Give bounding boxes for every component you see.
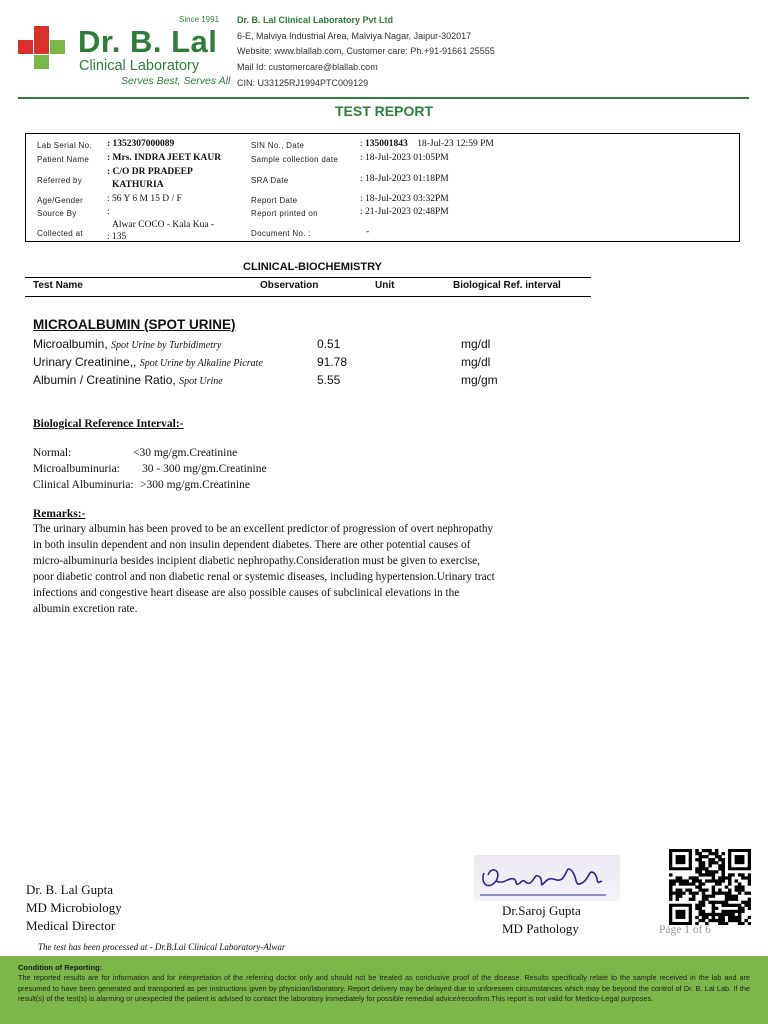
remarks-text [33, 521, 553, 617]
remarks-line: micro-albuminuria besides incipient diabetic nephropathy.Consideration must be given to exercise, [33, 555, 480, 567]
document-no-value: - [366, 227, 370, 237]
age-gender-label: Age/Gender [37, 196, 84, 205]
collected-at-value: Alwar COCO - Kala Kua - [112, 220, 215, 230]
column-test-name: Test Name [33, 280, 83, 291]
collected-at-value-line2: : 135 [107, 232, 127, 239]
table-header-bottom-rule [25, 296, 591, 297]
right-signatory-name: Dr.Saroj Gupta [502, 903, 581, 918]
sample-collection-label: Sample collection date [251, 155, 339, 164]
collected-at-label: Collected at [37, 229, 83, 238]
ref-normal-value: <30 mg/gm.Creatinine [133, 447, 238, 459]
company-cin: CIN: U33125RJ1994PTC009129 [237, 78, 369, 88]
patient-name-value: : Mrs. INDRA JEET KAUR [107, 153, 222, 163]
right-signatory-degree: MD Pathology [502, 921, 579, 936]
page-number: Page 1 of 6 [659, 924, 712, 936]
report-date-value: : 18-Jul-2023 03:32PM [360, 194, 449, 204]
brand-subtitle: Clinical Laboratory [79, 58, 200, 74]
company-name: Dr. B. Lal Clinical Laboratory Pvt Ltd [237, 15, 394, 25]
result-name-1: Microalbumin, Spot Urine by Turbidimetry [33, 337, 222, 351]
sra-date-label: SRA Date [251, 176, 289, 185]
lab-serial-value: : 1352307000089 [107, 139, 175, 149]
result-name-3: Albumin / Creatinine Ratio, Spot Urine [33, 373, 223, 387]
result-value-1: 0.51 [317, 337, 341, 351]
report-date-label: Report Date [251, 196, 298, 205]
report-printed-label: Report printed on [251, 209, 318, 218]
qr-code-icon[interactable] [669, 849, 751, 925]
lab-logo-icon [18, 26, 66, 70]
remarks-line: in both insulin dependent and non insulin dependent diabetes. There are other potential causes of [33, 539, 471, 551]
patient-name-label: Patient Name [37, 155, 90, 164]
sra-date-value: : 18-Jul-2023 01:18PM [360, 174, 449, 184]
source-by-label: Source By [37, 209, 77, 218]
report-printed-value: : 21-Jul-2023 02:48PM [360, 207, 449, 217]
document-no-label: Document No. : [251, 229, 311, 238]
company-address: 6-E, Malviya Industrial Area, Malviya Nagar, Jaipur-302017 [237, 31, 472, 41]
result-unit-1: mg/dl [461, 337, 491, 351]
sin-date-value: : 135001843 18-Jul-23 12:59 PM [360, 139, 494, 149]
company-mail[interactable]: Mail Id: customercare@blallab.com [237, 62, 378, 72]
ref-clinical-label: Clinical Albuminuria: [33, 479, 134, 491]
referred-by-value-line2: KATHURIA [112, 180, 164, 190]
test-group-title: MICROALBUMIN (SPOT URINE) [33, 317, 236, 332]
result-unit-3: mg/gm [461, 373, 498, 387]
remarks-line: infections and congestive heart disease are also possible causes of subclinical elevations in the [33, 587, 460, 599]
brand-tagline: Serves Best, Serves All [121, 75, 231, 87]
result-unit-2: mg/dl [461, 355, 491, 369]
footer-text: The reported results are for information and for interpretation of the referring doctor only and should not be treated as conclusive proof of the disease. Results specifically relate to the sample received in the lab and are presumed to have been generated and transported as per instructions given by physician/laboratory. Report delivery may be delayed due to unforeseen circumstances which may be beyond the control of Dr. B. Lal Lab. If the result(s) of the test(s) is alarming or unexpected the patient is advised to contact the laboratory immediately for possible remedial advice/reconfirm.This report is not valid for Medico-Legal purposes. [18, 973, 750, 1003]
left-signatory-name: Dr. B. Lal Gupta [26, 882, 114, 897]
remarks-title: Remarks:- [33, 508, 86, 520]
ref-micro-value: 30 - 300 mg/gm.Creatinine [142, 463, 267, 475]
remarks-line: poor diabetic control and non diabetic renal or systemic diseases, including hypertension.Urinary tract [33, 571, 495, 583]
lab-serial-label: Lab Serial No. [37, 141, 92, 150]
reference-interval-title: Biological Reference Interval:- [33, 418, 184, 430]
referred-by-value: : C/O DR PRADEEP [107, 167, 193, 177]
ref-normal-label: Normal: [33, 447, 72, 459]
column-observation: Observation [260, 280, 319, 291]
referred-by-label: Referred by [37, 176, 83, 185]
table-header-top-rule [25, 277, 591, 278]
signature-scribble-icon [474, 855, 620, 901]
result-name-2: Urinary Creatinine,, Spot Urine by Alkaline Picrate [33, 355, 263, 369]
left-signatory-degree: MD Microbiology [26, 900, 122, 915]
result-value-3: 5.55 [317, 373, 341, 387]
header-divider [18, 97, 749, 99]
processed-at-note: The test has been processed at - Dr.B.Lal Clinical Laboratory-Alwar [38, 942, 286, 952]
since-label: Since 1991 [179, 15, 220, 24]
sample-collection-value: : 18-Jul-2023 01:05PM [360, 153, 449, 163]
ref-micro-label: Microalbuminuria: [33, 463, 120, 475]
ref-clinical-value: >300 mg/gm.Creatinine [140, 479, 250, 491]
brand-name: Dr. B. Lal [78, 24, 218, 59]
signature-image [474, 855, 620, 901]
company-website[interactable]: Website: www.blallab.com, Customer care: Ph.+91-91661 25555 [237, 46, 495, 56]
sin-date-label: SIN No., Date [251, 141, 305, 150]
age-gender-value: : 56 Y 6 M 15 D / F [107, 194, 182, 204]
left-signatory-role: Medical Director [26, 918, 116, 933]
section-title: CLINICAL-BIOCHEMISTRY [243, 261, 382, 273]
footer-title: Condition of Reporting: [18, 963, 103, 972]
column-unit: Unit [375, 280, 395, 291]
column-ref-interval: Biological Ref. interval [453, 280, 561, 291]
report-title: TEST REPORT [334, 103, 433, 119]
remarks-line: The urinary albumin has been proved to be an excellent predictor of progression of overt nephropathy [33, 523, 494, 535]
remarks-line: albumin excretion rate. [33, 603, 138, 615]
source-by-value: : [107, 207, 110, 217]
result-value-2: 91.78 [317, 355, 348, 369]
